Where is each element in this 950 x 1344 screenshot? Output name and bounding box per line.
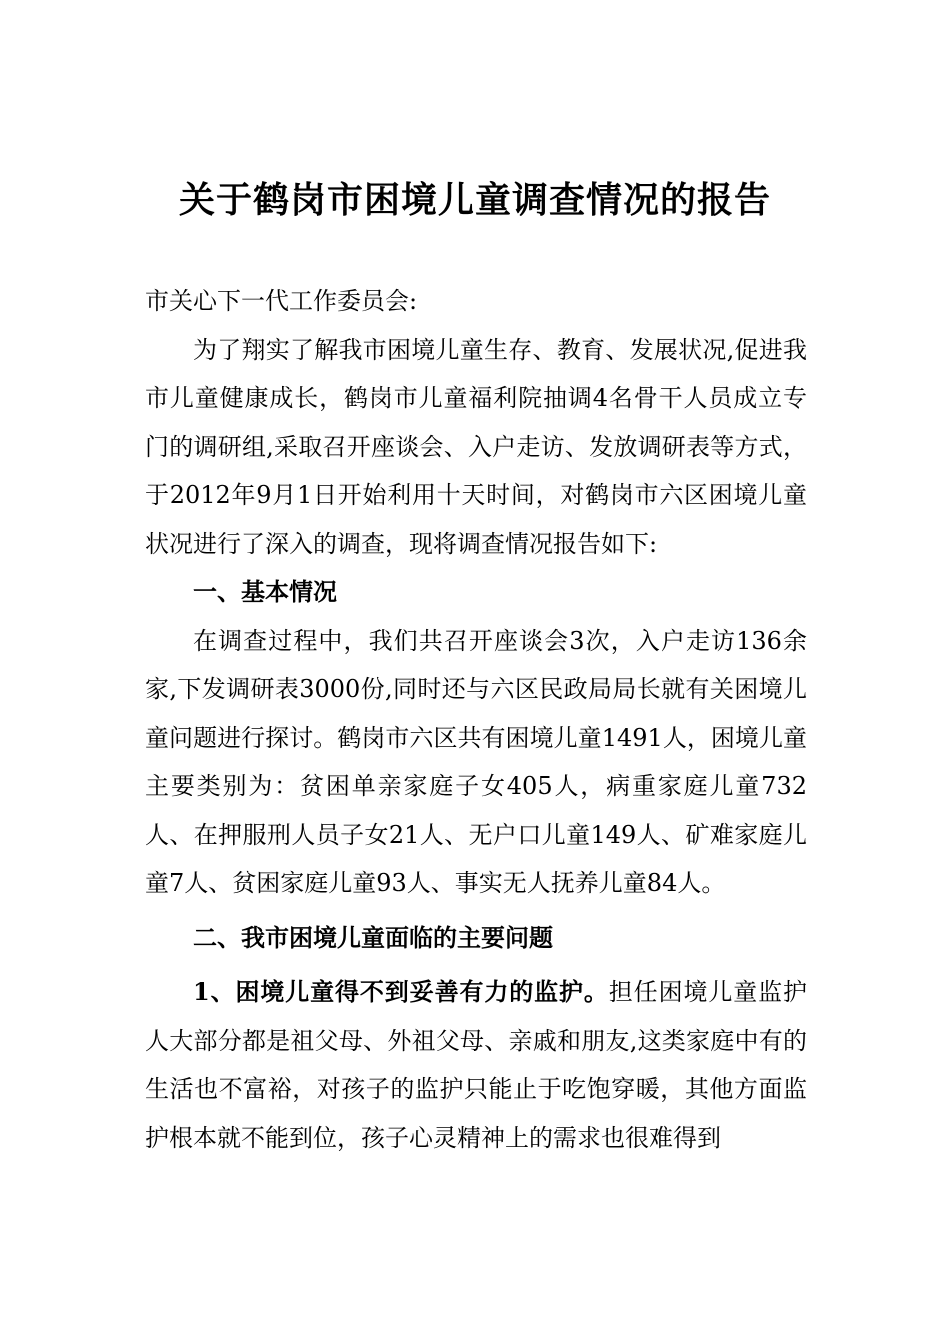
intro-paragraph: 为了翔实了解我市困境儿童生存、教育、发展状况,促进我市儿童健康成长，鹤岗市儿童福利院抽调4名骨干人员成立专门的调研组,采取召开座谈会、入户走访、发放调研表等方式，于2012年9月1日开始利用十天时间，对鹤岗市六区困境儿童状况进行了深入的调查，现将调查情况报告如下: [145,335,807,558]
document-body [145,277,807,1162]
item-1-lead: 1、困境儿童得不到妥善有力的监护。 [193,977,609,1006]
item-1-paragraph [145,968,807,1162]
section-2-heading: 二、我市困境儿童面临的主要问题 [193,922,553,952]
section-1-paragraph: 在调查过程中，我们共召开座谈会3次，入户走访136余家,下发调研表3000份,同时还与六区民政局局长就有关困境儿童问题进行探讨。鹤岗市六区共有困境儿童1491人，困境儿童主要类别为：贫困单亲家庭子女405人，病重家庭儿童732人、在押服刑人员子女21人、无户口儿童149人、矿难家庭儿童7人、贫困家庭儿童93人、事实无人抚养儿童84人。 [145,626,807,897]
section-1-heading: 一、基本情况 [193,577,337,606]
salutation: 市关心下一代工作委员会: [145,287,418,315]
item-1-body: 担任困境儿童监护人大部分都是祖父母、外祖父母、亲戚和朋友,这类家庭中有的生活也不富裕，对孩子的监护只能止于吃饱穿暖，其他方面监护根本就不能到位，孩子心灵精神上的需求也很难得到 [145,978,808,1152]
document-title: 关于鹤岗市困境儿童调查情况的报告 [178,179,771,221]
